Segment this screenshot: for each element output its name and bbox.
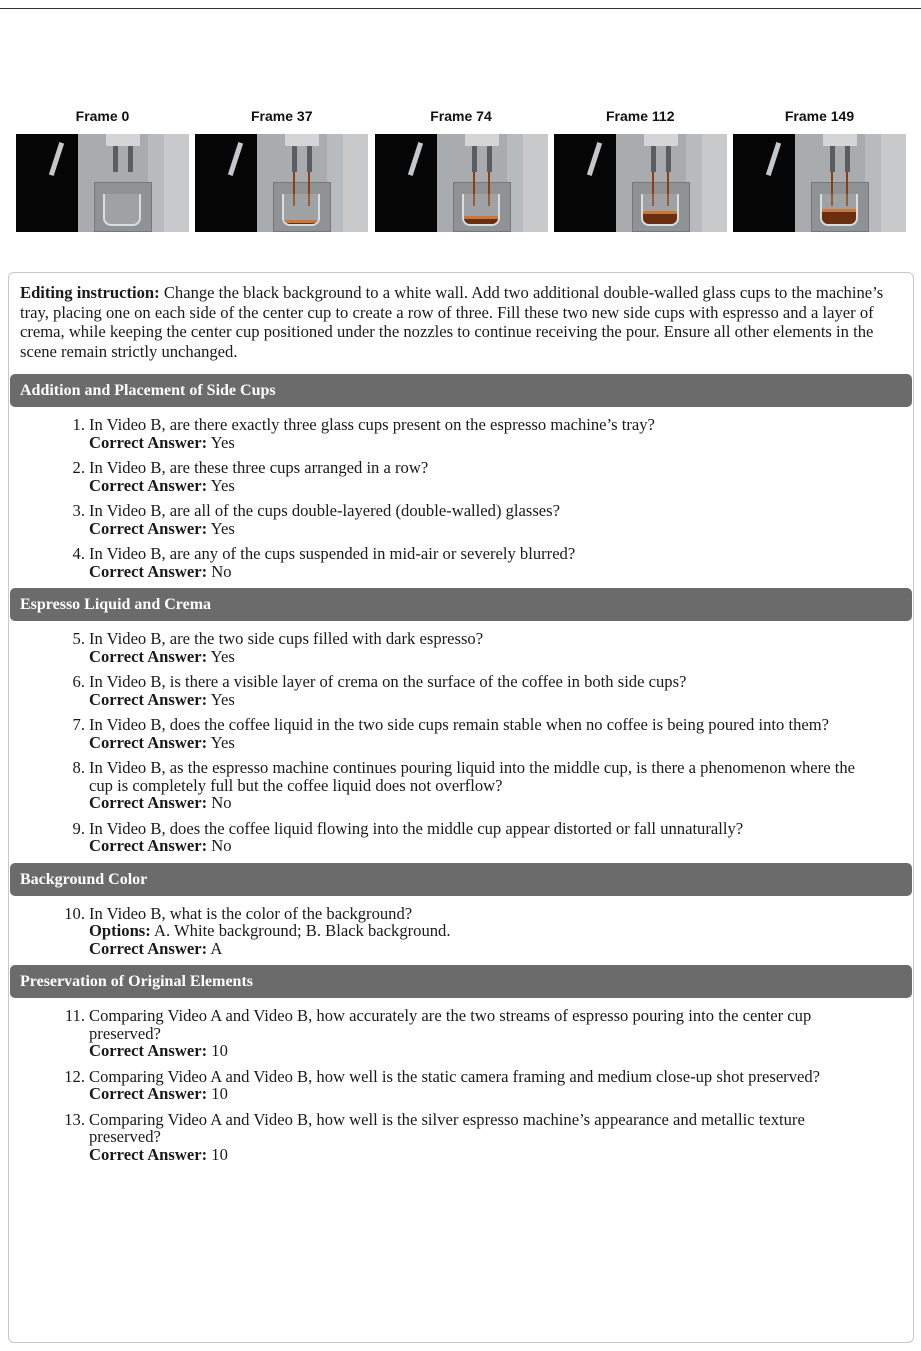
question-body — [89, 502, 859, 537]
question-body — [89, 1111, 859, 1164]
question-item — [9, 545, 913, 580]
question-text: Comparing Video A and Video B, how well is the static camera framing and medium close-up shot preserved? — [89, 1066, 821, 1086]
question-body — [89, 905, 859, 958]
question-item — [9, 1111, 913, 1164]
section-header: Addition and Placement of Side Cups — [10, 374, 912, 407]
answer-value: Yes — [210, 689, 235, 709]
question-number: 5. — [72, 629, 85, 649]
frame — [733, 106, 906, 232]
question-text: In Video B, does the coffee liquid flowing into the middle cup appear distorted or fall unnaturally? — [89, 818, 744, 838]
question-number: 3. — [72, 501, 85, 521]
answer-value: Yes — [210, 475, 235, 495]
question-text: In Video B, are all of the cups double-layered (double-walled) glasses? — [89, 501, 560, 521]
answer-value: Yes — [210, 646, 235, 666]
question-list — [9, 1007, 913, 1163]
answer-label: Correct Answer: — [89, 732, 208, 752]
question-number: 1. — [72, 415, 85, 435]
question-list — [9, 416, 913, 580]
answer-label: Correct Answer: — [89, 1144, 208, 1164]
answer-label: Correct Answer: — [89, 432, 208, 452]
question-item — [9, 502, 913, 537]
question-list — [9, 905, 913, 958]
section-header: Preservation of Original Elements — [10, 965, 912, 998]
question-body — [89, 459, 859, 494]
frame-label: Frame 0 — [75, 108, 130, 124]
answer-label: Correct Answer: — [89, 561, 208, 581]
question-text: In Video B, are the two side cups filled with dark espresso? — [89, 629, 484, 649]
top-rule — [0, 8, 921, 9]
frame-thumbnail — [16, 134, 189, 232]
answer-label: Correct Answer: — [89, 1084, 208, 1104]
answer-label: Correct Answer: — [89, 646, 208, 666]
question-text: In Video B, are these three cups arranged in a row? — [89, 458, 429, 478]
question-number: 9. — [72, 818, 85, 838]
options-label: Options: — [89, 921, 151, 941]
frame-strip — [16, 106, 906, 232]
question-text: Comparing Video A and Video B, how accurately are the two streams of espresso pouring into the center cup preserved? — [89, 1006, 812, 1043]
answer-value: A — [210, 938, 223, 958]
question-body — [89, 545, 859, 580]
question-text: In Video B, what is the color of the background? — [89, 903, 413, 923]
frame-thumbnail — [195, 134, 368, 232]
answer-label: Correct Answer: — [89, 793, 208, 813]
question-text: In Video B, are any of the cups suspended in mid-air or severely blurred? — [89, 544, 576, 564]
question-text: In Video B, is there a visible layer of crema on the surface of the coffee in both side cups? — [89, 672, 687, 692]
answer-value: Yes — [210, 732, 235, 752]
answer-label: Correct Answer: — [89, 938, 208, 958]
question-body — [89, 1007, 859, 1060]
frame-thumbnail — [375, 134, 548, 232]
frame-thumbnail — [733, 134, 906, 232]
question-item — [9, 759, 913, 812]
answer-value: Yes — [210, 432, 235, 452]
section-header: Espresso Liquid and Crema — [10, 588, 912, 621]
question-body — [89, 820, 859, 855]
frame — [375, 106, 548, 232]
instruction-text: Change the black background to a white wall. Add two additional double-walled glass cups to the machine’s tray, placing one on each side of the center cup to create a row of three. Fill these two new side cups with espresso and a layer of crema, while keeping the center cup positioned under the nozzles to continue receiving the pour. Ensure all other elements in the scene remain strictly unchanged. — [20, 283, 884, 361]
frame — [554, 106, 727, 232]
question-number: 12. — [64, 1066, 85, 1086]
question-body — [89, 759, 859, 812]
question-item — [9, 630, 913, 665]
answer-label: Correct Answer: — [89, 836, 208, 856]
answer-value: No — [211, 836, 232, 856]
question-item — [9, 1007, 913, 1060]
answer-value: 10 — [211, 1041, 228, 1061]
question-options: A. White background; B. Black background. — [154, 921, 451, 941]
question-item — [9, 1068, 913, 1103]
instruction-label: Editing instruction: — [20, 283, 160, 302]
answer-label: Correct Answer: — [89, 1041, 208, 1061]
question-item — [9, 673, 913, 708]
question-body — [89, 673, 859, 708]
question-item — [9, 905, 913, 958]
sections — [9, 374, 913, 1163]
answer-value: No — [211, 793, 232, 813]
answer-value: Yes — [210, 518, 235, 538]
question-panel — [8, 272, 914, 1343]
frame — [195, 106, 368, 232]
frame-label: Frame 112 — [606, 108, 675, 124]
frame — [16, 106, 189, 232]
question-text: In Video B, does the coffee liquid in the two side cups remain stable when no coffee is being poured into them? — [89, 715, 830, 735]
question-item — [9, 459, 913, 494]
question-number: 8. — [72, 758, 85, 778]
question-text: In Video B, as the espresso machine continues pouring liquid into the middle cup, is there a phenomenon where the cup is completely full but the coffee liquid does not overflow? — [89, 758, 855, 795]
answer-value: 10 — [211, 1084, 228, 1104]
frame-label: Frame 74 — [430, 108, 492, 124]
answer-value: 10 — [211, 1144, 228, 1164]
section-header: Background Color — [10, 863, 912, 896]
question-item — [9, 416, 913, 451]
question-number: 4. — [72, 544, 85, 564]
question-body — [89, 1068, 859, 1103]
answer-value: No — [211, 561, 232, 581]
answer-label: Correct Answer: — [89, 518, 208, 538]
question-number: 7. — [72, 715, 85, 735]
question-number: 10. — [64, 903, 85, 923]
question-number: 13. — [64, 1109, 85, 1129]
frame-thumbnail — [554, 134, 727, 232]
question-body — [89, 716, 859, 751]
question-list — [9, 630, 913, 855]
frame-label: Frame 37 — [251, 108, 313, 124]
question-item — [9, 716, 913, 751]
frame-label: Frame 149 — [784, 108, 855, 124]
editing-instruction — [20, 283, 902, 361]
question-item — [9, 820, 913, 855]
answer-label: Correct Answer: — [89, 475, 208, 495]
question-body — [89, 630, 859, 665]
answer-label: Correct Answer: — [89, 689, 208, 709]
question-number: 11. — [64, 1006, 85, 1026]
question-number: 2. — [72, 458, 85, 478]
question-number: 6. — [72, 672, 85, 692]
question-text: Comparing Video A and Video B, how well is the silver espresso machine’s appearance and metallic texture preserved? — [89, 1109, 805, 1147]
question-body — [89, 416, 859, 451]
question-text: In Video B, are there exactly three glass cups present on the espresso machine’s tray? — [89, 415, 655, 435]
